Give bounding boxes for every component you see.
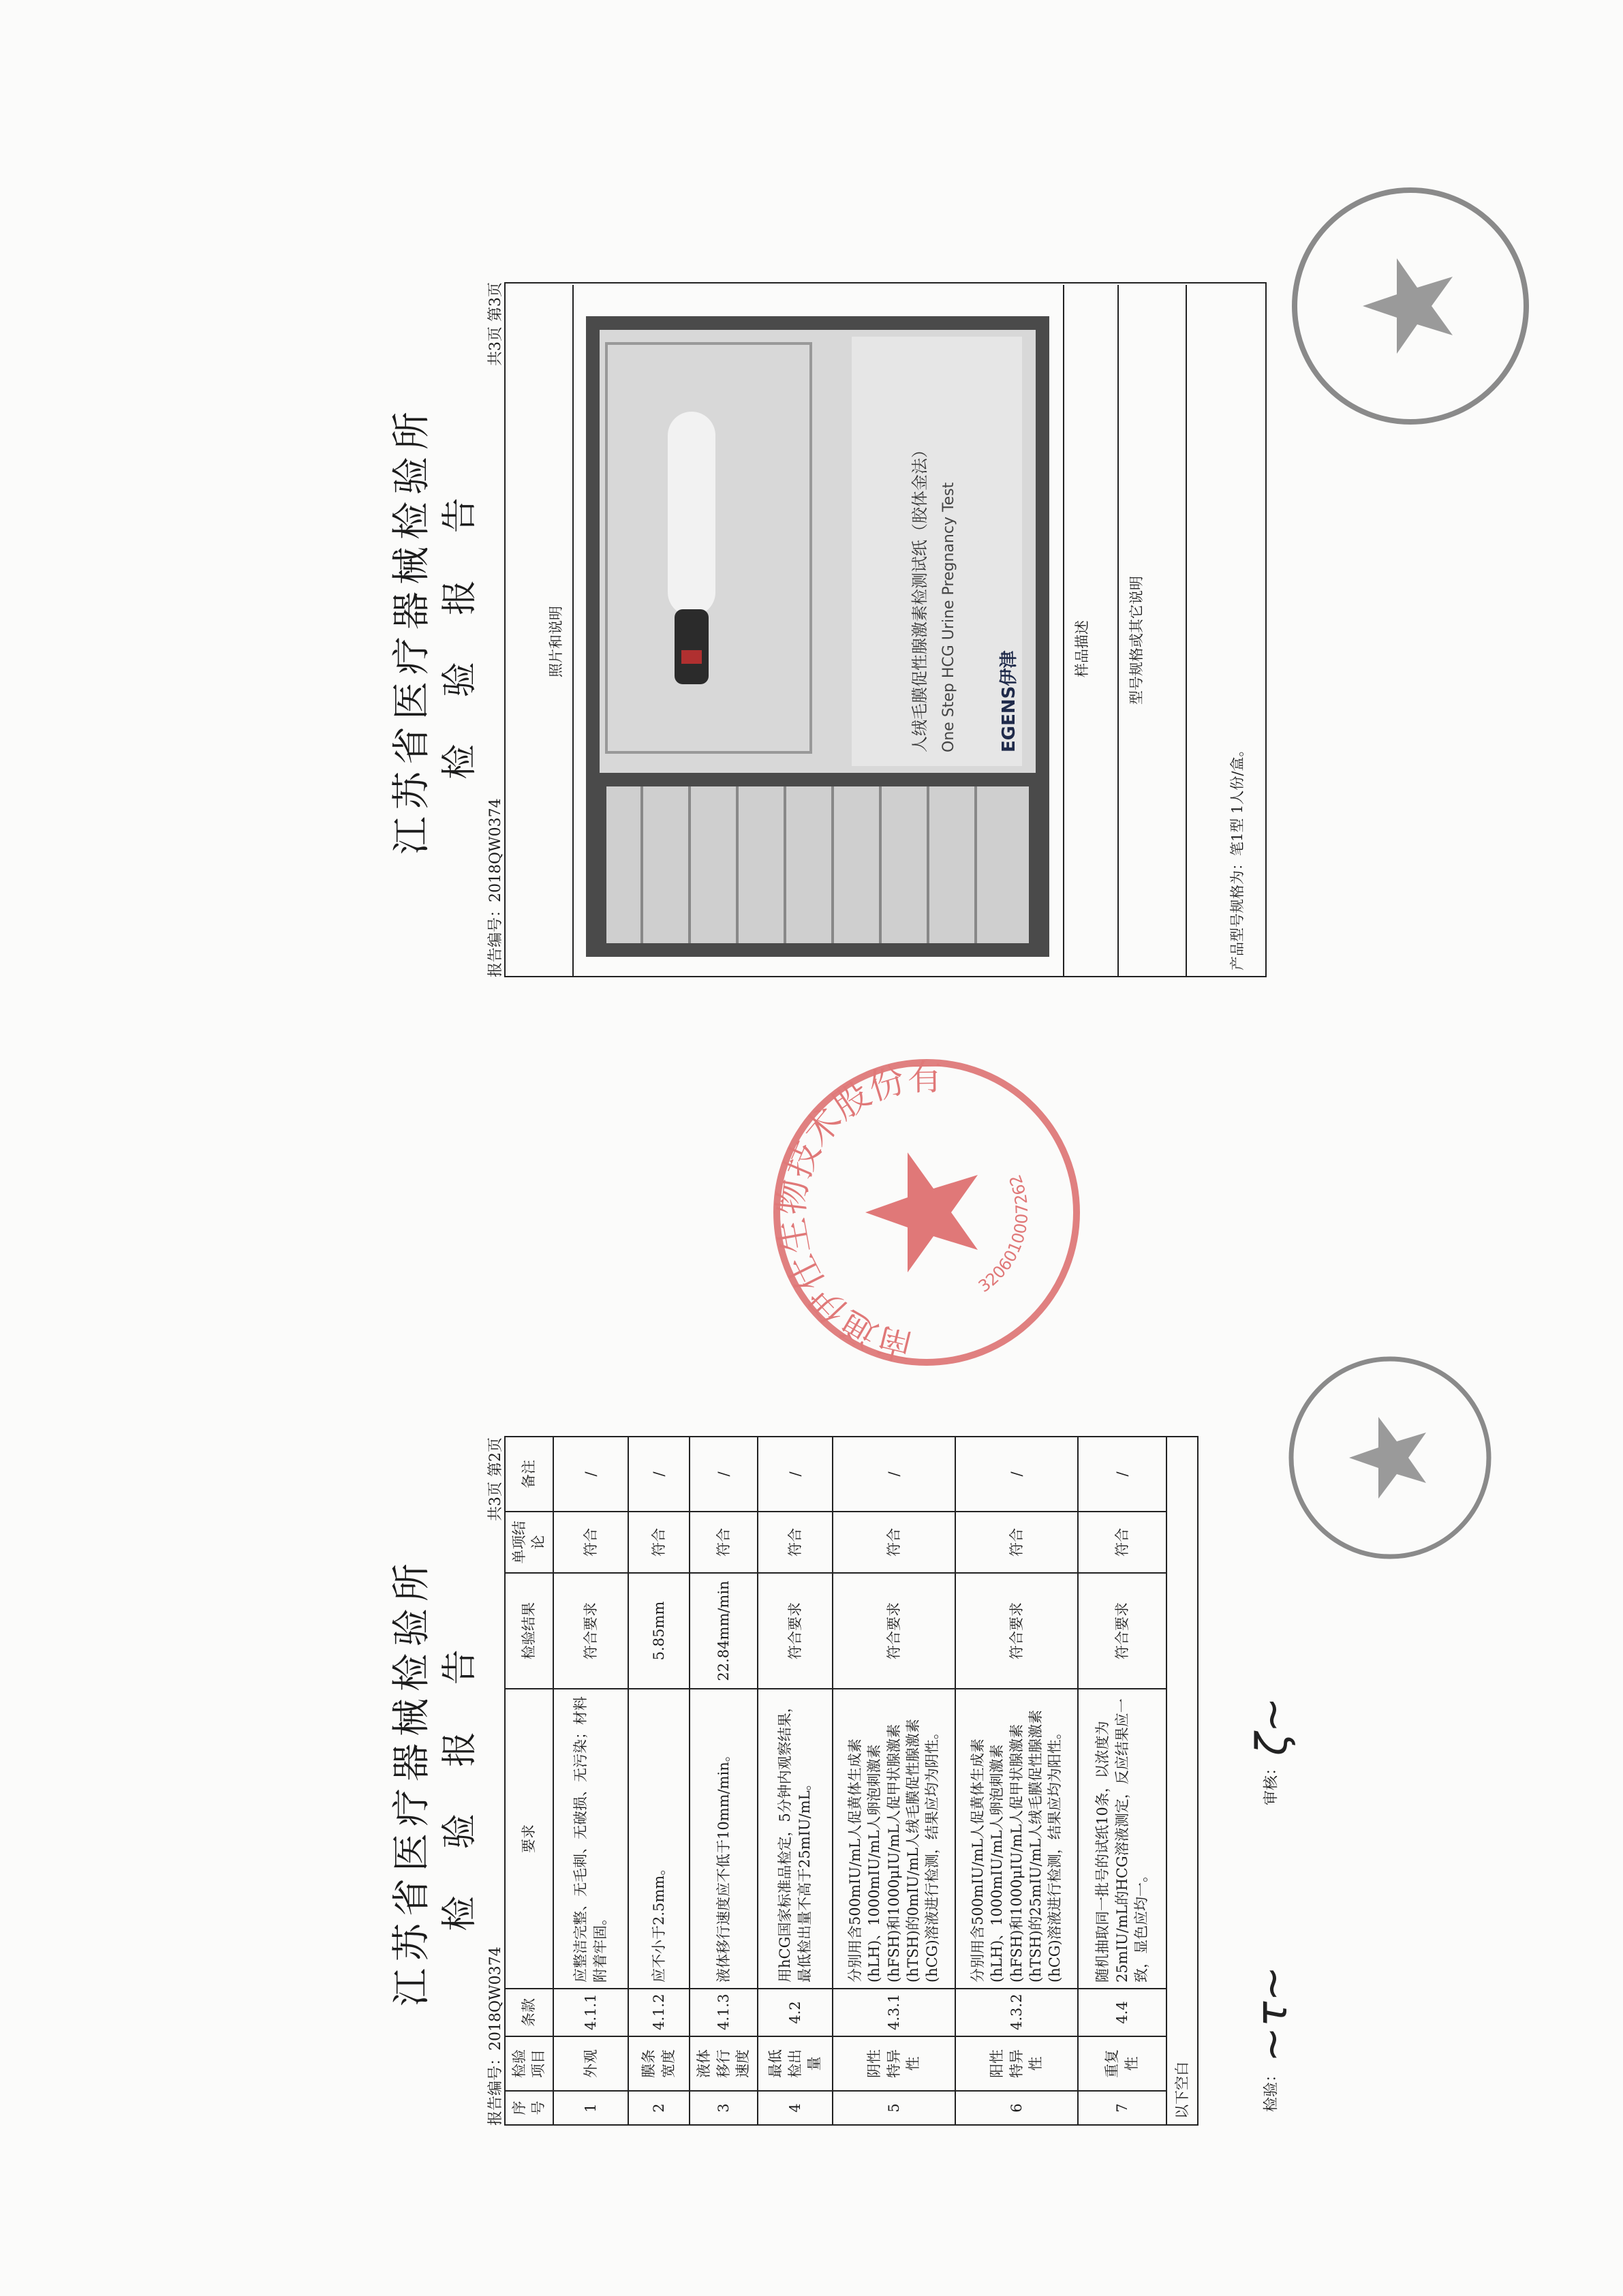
page3-divider-mid — [1063, 285, 1064, 977]
red-seal-icon — [763, 1049, 1090, 1376]
cell-result: 符合要求 — [1078, 1573, 1166, 1689]
cell-no: 4 — [758, 2091, 833, 2125]
header-item: 检验项目 — [505, 2036, 553, 2091]
table-end-row — [1166, 1437, 1198, 2125]
company-grey-seal-page2 — [1281, 1349, 1499, 1567]
cell-requirement: 应不小于2.5mm。 — [628, 1689, 690, 1989]
cell-no: 2 — [628, 2091, 690, 2125]
page3-divider-top — [572, 285, 574, 977]
product-photo-drawing — [586, 316, 1049, 957]
report-page-3 — [382, 282, 1267, 977]
grey-seal-icon — [1281, 1349, 1499, 1567]
cell-no: 6 — [955, 2091, 1078, 2125]
header-result: 检验结果 — [505, 1573, 553, 1689]
cell-remark: / — [690, 1437, 758, 1512]
page2-org-title: 江苏省医疗器械检验所 — [390, 1557, 434, 2006]
cell-requirement: 分别用含500mIU/mL人促黄体生成素(hLH)、1000mIU/mL人卵泡刺激素(hFSH)和1000μIU/mL人促甲状腺激素(hTSH)的25mIU/mL人绒毛膜促性腺激素(hCG)溶液进行检测，结果应均为阳性。 — [955, 1689, 1078, 1989]
cell-result: 22.84mm/min — [690, 1573, 758, 1689]
cell-no: 3 — [690, 2091, 758, 2125]
model-label: 型号规格或其它说明 — [1128, 576, 1145, 705]
photo-brand: EGENS伊津 — [999, 650, 1019, 752]
page3-divider-low — [1117, 285, 1119, 977]
table-row — [690, 1437, 758, 2125]
page2-result-table — [504, 1436, 1199, 2126]
cell-item: 最低检出量 — [758, 2036, 833, 2091]
cell-clause: 4.2 — [758, 1989, 833, 2036]
seal-name-text: 南通伊仕生物技术股份有 — [771, 1057, 944, 1367]
cell-result: 符合要求 — [833, 1573, 955, 1689]
table-header-row — [505, 1437, 553, 2125]
reviewer-signature-icon: ζ~ — [1247, 1697, 1297, 1756]
strip-box-stack — [606, 786, 1029, 943]
seal-code-text: 3206010007262 — [974, 1172, 1032, 1296]
pen-test-device — [668, 412, 715, 616]
end-note: 以下空白 — [1166, 1437, 1198, 2125]
cell-remark: / — [955, 1437, 1078, 1512]
cell-requirement: 液体移行速度应不低于10mm/min。 — [690, 1689, 758, 1989]
cell-conclusion: 符合 — [955, 1512, 1078, 1573]
page2-doc-type: 检 验 报 告 — [439, 1632, 480, 1931]
photo-product-cn: 人绒毛膜促性腺激素检测试纸（胶体金法） — [910, 442, 929, 752]
header-conclusion: 单项结论 — [505, 1512, 553, 1573]
cell-requirement: 随机抽取同一批号的试纸10条，以浓度为25mIU/mL的HCG溶液测定，反应结果应一致，显色应均一。 — [1078, 1689, 1166, 1989]
page3-report-no: 报告编号：2018QW0374 — [487, 798, 504, 977]
cell-conclusion: 符合 — [833, 1512, 955, 1573]
cell-item: 阳性特异性 — [955, 2036, 1078, 2091]
sample-desc-label: 样品描述 — [1074, 620, 1090, 677]
table-row — [758, 1437, 833, 2125]
cell-remark: / — [758, 1437, 833, 1512]
cell-clause: 4.3.1 — [833, 1989, 955, 2036]
cell-conclusion: 符合 — [1078, 1512, 1166, 1573]
inspector-label: 检验： — [1263, 2066, 1280, 2112]
header-clause: 条款 — [505, 1989, 553, 2036]
cell-item: 阴性特异性 — [833, 2036, 955, 2091]
cell-no: 1 — [553, 2091, 628, 2125]
company-red-seal — [763, 1049, 1090, 1376]
cell-remark: / — [1078, 1437, 1166, 1512]
cell-item: 重复性 — [1078, 2036, 1166, 2091]
cell-no: 7 — [1078, 2091, 1166, 2125]
cell-clause: 4.1.1 — [553, 1989, 628, 2036]
cell-requirement: 应整洁完整、无毛刺、无破损、无污染；材料附着牢固。 — [553, 1689, 628, 1989]
header-requirement: 要求 — [505, 1689, 553, 1989]
page3-page-info: 共3页 第3页 — [487, 282, 504, 366]
reviewer-label: 审核： — [1263, 1760, 1280, 1805]
company-grey-seal-page3 — [1281, 177, 1540, 435]
header-no: 序号 — [505, 2091, 553, 2125]
cell-item: 外观 — [553, 2036, 628, 2091]
grey-seal-icon — [1281, 177, 1540, 435]
table-row — [628, 1437, 690, 2125]
product-photo — [586, 316, 1049, 957]
table-row — [553, 1437, 628, 2125]
cell-remark: / — [553, 1437, 628, 1512]
cell-item: 液体移行速度 — [690, 2036, 758, 2091]
header-remark: 备注 — [505, 1437, 553, 1512]
cell-conclusion: 符合 — [690, 1512, 758, 1573]
cell-result: 符合要求 — [758, 1573, 833, 1689]
page2-report-no: 报告编号：2018QW0374 — [487, 1946, 504, 2126]
cell-requirement: 用hCG国家标准品检定，5分钟内观察结果，最低检出量不高于25mIU/mL。 — [758, 1689, 833, 1989]
table-row — [1078, 1437, 1166, 2125]
page3-doc-type: 检 验 报 告 — [439, 480, 480, 780]
cell-no: 5 — [833, 2091, 955, 2125]
cell-conclusion: 符合 — [553, 1512, 628, 1573]
table-row — [955, 1437, 1078, 2125]
table-row — [833, 1437, 955, 2125]
cell-clause: 4.3.2 — [955, 1989, 1078, 2036]
page3-org-title: 江苏省医疗器械检验所 — [390, 405, 434, 855]
product-model: 产品型号规格为：笔1型 1人份/盒。 — [1229, 742, 1246, 970]
cell-conclusion: 符合 — [628, 1512, 690, 1573]
page3-divider-bottom — [1186, 285, 1187, 977]
inspector-signature-icon: ~τ~ — [1247, 1965, 1297, 2062]
inspector-sign — [1247, 1966, 1297, 2112]
reviewer-sign — [1247, 1697, 1297, 1805]
cell-item: 膜条宽度 — [628, 2036, 690, 2091]
cell-requirement: 分别用含500mIU/mL人促黄体生成素(hLH)、1000mIU/mL人卵泡刺激素(hFSH)和1000μIU/mL人促甲状腺激素(hTSH)的0mIU/mL人绒毛膜促性腺激素(hCG)溶液进行检测，结果应均为阴性。 — [833, 1689, 955, 1989]
cell-conclusion: 符合 — [758, 1512, 833, 1573]
cell-remark: / — [628, 1437, 690, 1512]
cell-clause: 4.1.2 — [628, 1989, 690, 2036]
photo-label: 照片和说明 — [548, 606, 564, 677]
cell-remark: / — [833, 1437, 955, 1512]
photo-product-en: One Step HCG Urine Pregnancy Test — [940, 482, 957, 752]
page2-page-info: 共3页 第2页 — [487, 1437, 504, 1521]
cell-clause: 4.1.3 — [690, 1989, 758, 2036]
cell-result: 符合要求 — [553, 1573, 628, 1689]
cell-clause: 4.4 — [1078, 1989, 1166, 2036]
cell-result: 5.85mm — [628, 1573, 690, 1689]
cell-result: 符合要求 — [955, 1573, 1078, 1689]
svg-text:3206010007262 — [975, 1172, 1032, 1296]
